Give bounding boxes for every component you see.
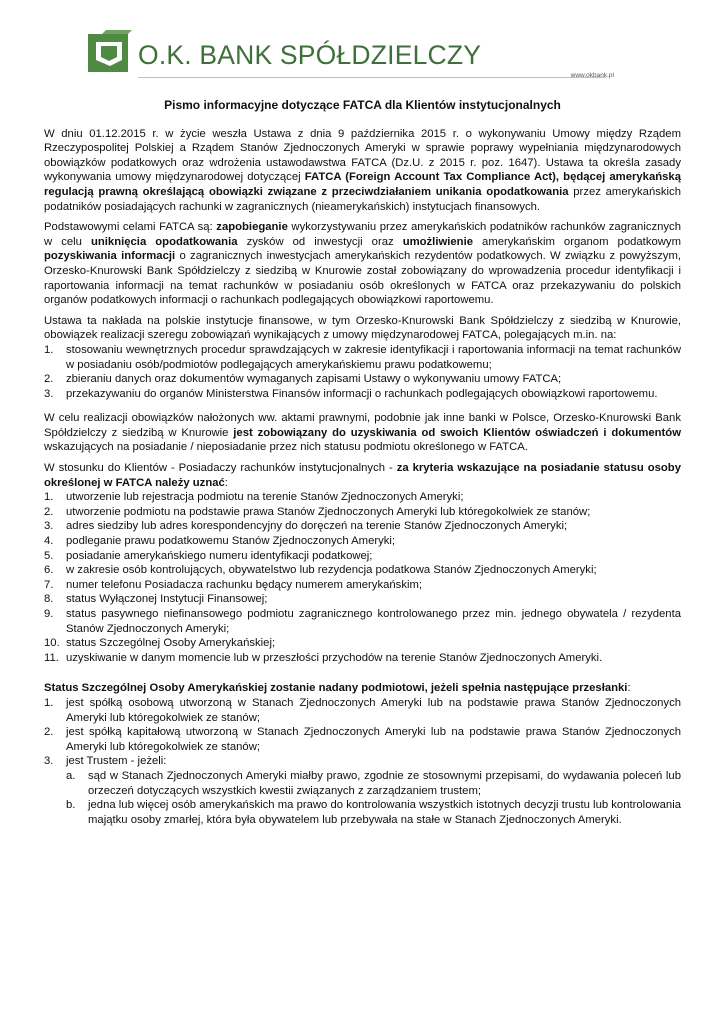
goals-text-e: zysków od inwestycji oraz [237,235,403,248]
header-divider [138,77,606,78]
goals-text-c: wykorzystywaniu przez amerykańskich podatników rachunków zagranicznych w celu [44,221,681,248]
goals-text-i: o zagranicznych inwestycjach amerykańskich rezydentów podatkowych. W związku z powyższym, Orzesko-Knurowski Bank Spółdzielczy z siedzibą w Knurowie został zobowiązany do wprowadzenia procedur identyfikacji i raportowania informacji na temat rachunków w posiadaniu osób określonych w FATCA oraz przekazywaniu do polskich organów podatkowych informacji o rachunkach podlegających obowiązkowi raportowemu. [44,250,681,307]
declaration-paragraph: W celu realizacji obowiązków nałożonych ww. aktami prawnymi, podobnie jak inne banki w Polsce, Orzesko-Knurowski Bank Spółdzielczy z siedzibą w Knurowie jest zobowiązany do uzyskiwania od swoich Klientów oświadczeń i dokumentów wskazujących na posiadanie / nieposiadanie przez nich statusu podmiotu określonego w FATCA. [44,412,681,454]
list-item: 1. jest spółką osobową utworzoną w Stanach Zjednoczonych Ameryki lub na podstawie prawa Stanów Zjednoczonych Ameryki lub któregokolwiek ze stanów; [44,696,681,724]
goals-bold-d: uniknięcia opodatkowania [90,235,238,248]
list-item: 3. adres siedziby lub adres korespondencyjny do doręczeń na terenie Stanów Zjednoczonych Ameryki; [44,520,568,533]
intro-paragraph [44,127,681,215]
trust-conditions-list [66,769,681,827]
list-item: a. sąd w Stanach Zjednoczonych Ameryki miałby prawo, zgodnie ze stosownymi przepisami, do wydawania poleceń lub orzeczeń dotyczących wszystkich kwestii związanych z zarządzaniem trustem; [66,769,681,797]
intro-bold: FATCA (Foreign Account Tax Compliance Act), będącej amerykańską regulacją prawną określającą obowiązki związane z przeciwdziałaniem unikania opodatkowania [44,171,681,198]
intro-text-a: W dniu 01.12.2015 r. w życie weszła Ustawa z dnia 9 października 2015 r. o wykonywaniu Umowy między Rządem Rzeczypospolitej Polskiej a Rządem Stanów Zjednoczonych Ameryki w sprawie poprawy wypełniania międzynarodowych obowiązków podatkowych oraz wdrożenia ustawodawstwa FATCA (Dz.U. z 2015 r. poz. 1647). Ustawa ta określa zasady wykonywania umowy międzynarodowej dotyczącej [44,127,681,184]
document-body [44,92,681,833]
goals-bold-b: zapobieganie [216,221,288,234]
goals-bold-f: umożliwienie [402,235,473,248]
list-item: 9. status pasywnego niefinansowego podmiotu zagranicznego kontrolowanego przez min. jednego obywatela / rezydenta Stanów Zjednoczonych Ameryki; [44,608,681,635]
list-item: 6. w zakresie osób kontrolujących, obywatelstwo lub rezydencja podatkowa Stanów Zjednoczonych Ameryki; [44,564,597,577]
criteria-intro: W stosunku do Klientów - Posiadaczy rachunków instytucjonalnych - za kryteria wskazujące na posiadanie statusu osoby określonej w FATCA należy uznać: [44,462,681,489]
status-intro: Status Szczególnej Osoby Amerykańskiej zostanie nadany podmiotowi, jeżeli spełnia następujące przesłanki: [44,682,631,695]
obligations-list [44,343,681,401]
list-item: 2. zbieraniu danych oraz dokumentów wymaganych zapisami Ustawy o wykonywaniu umowy FATCA; [44,373,562,386]
goals-text-a: Podstawowymi celami FATCA są: [44,221,217,234]
letterhead [88,30,628,80]
goals-bold-h: pozyskiwania informacji [44,250,176,263]
list-item: 4. podleganie prawu podatkowemu Stanów Zjednoczonych Ameryki; [44,535,396,548]
list-item: 10. status Szczególnej Osoby Amerykańskiej; [44,637,276,650]
goals-text-g: amerykańskim organom podatkowym [473,235,681,248]
bank-url: www.okbank.pl [570,72,614,79]
page-title: Pismo informacyjne dotyczące FATCA dla Klientów instytucjonalnych [164,98,561,112]
intro-text-c: przez amerykańskich podatników posiadających rachunki w zagranicznych (nieamerykańskich) instytucjach finansowych. [44,185,681,213]
bank-name: O.K. BANK SPÓŁDZIELCZY [138,40,482,70]
bank-logo-icon [88,30,132,74]
criteria-list [44,490,681,665]
list-item: 11. uzyskiwanie w danym momencie lub w przeszłości przychodów na terenie Stanów Zjednoczonych Ameryki. [44,651,603,664]
list-item: 1. stosowaniu wewnętrznych procedur sprawdzających w zakresie identyfikacji i raportowania informacji na temat rachunków w posiadaniu osób/podmiotów podlegających amerykańskiemu prawu podatkowemu; [44,343,681,371]
list-item: 5. posiadanie amerykańskiego numeru identyfikacji podatkowej; [44,549,373,562]
obligations-intro: Ustawa ta nakłada na polskie instytucje finansowe, w tym Orzesko-Knurowski Bank Spółdzielczy z siedzibą w Knurowie, obowiązek realizacji szeregu zobowiązań wynikających z umowy międzynarodowej FATCA, polegających m.in. na: [44,314,681,342]
status-list [44,696,681,827]
list-item: 8. status Wyłączonej Instytucji Finansowej; [44,593,268,606]
list-item: 3. jest Trustem - jeżeli: a. sąd w Stanach Zjednoczonych Ameryki miałby prawo, zgodnie ze stosownymi przepisami, do wydawania poleceń lub orzeczeń dotyczących wszystkich kwestii związanych z zarządzaniem trustem; b. jedna lub więcej osób amerykańskich ma prawo do kontrolowania wszystkich istotnych decyzji trustu lub kontrolowania majątku osoby zmarłej, która była obywatelem lub przebywała na stałe w Stanach Zjednoczonych Ameryki. [44,755,681,826]
list-item: 2. utworzenie podmiotu na podstawie prawa Stanów Zjednoczonych Ameryki lub któregokolwiek ze stanów; [44,505,591,518]
list-item: 3. przekazywaniu do organów Ministerstwa Finansów informacji o rachunkach podlegających obowiązkowi raportowemu. [44,387,658,400]
list-item: 2. jest spółką kapitałową utworzoną w Stanach Zjednoczonych Ameryki lub na podstawie prawa Stanów Zjednoczonych Ameryki lub któregokolwiek ze stanów; [44,726,681,753]
list-item: 7. numer telefonu Posiadacza rachunku będący numerem amerykańskim; [44,578,423,591]
list-item: 1. utworzenie lub rejestracja podmiotu na terenie Stanów Zjednoczonych Ameryki; [44,491,464,504]
goals-paragraph [44,220,681,308]
list-item: b. jedna lub więcej osób amerykańskich ma prawo do kontrolowania wszystkich istotnych decyzji trustu lub kontrolowania majątku osoby zmarłej, która była obywatelem lub przebywała na stałe w Stanach Zjednoczonych Ameryki. [66,799,681,826]
